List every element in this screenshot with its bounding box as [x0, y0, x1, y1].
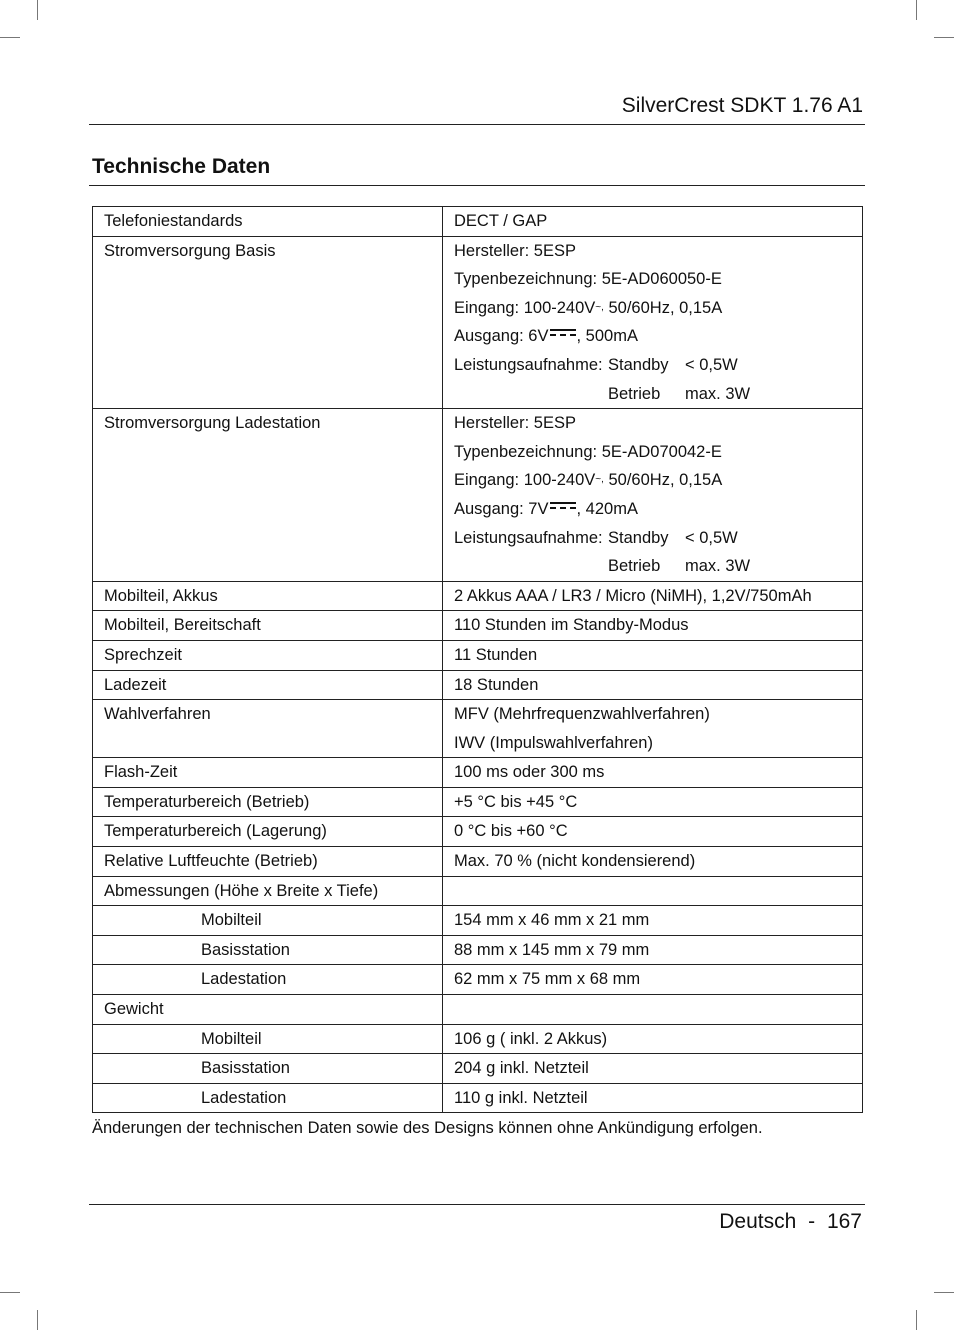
header-title: SilverCrest SDKT 1.76 A1 — [621, 94, 863, 117]
table-row — [93, 847, 863, 877]
spec-label-cell: Ladestation — [93, 965, 443, 995]
footer-rule — [89, 1204, 865, 1205]
spec-value-cell: 204 g inkl. Netzteil — [443, 1054, 863, 1084]
spec-label-cell: Mobilteil — [93, 906, 443, 936]
table-row — [93, 611, 863, 641]
spec-label-cell: Relative Luftfeuchte (Betrieb) — [93, 847, 443, 877]
ac-symbol: ~ — [595, 301, 602, 313]
spec-label-cell: Wahlverfahren — [93, 700, 443, 758]
spec-value-cell: 106 g ( inkl. 2 Akkus) — [443, 1024, 863, 1054]
spec-value-cell: DECT / GAP — [443, 207, 863, 237]
spec-label-cell: Flash-Zeit — [93, 758, 443, 788]
table-row — [93, 1083, 863, 1113]
spec-label-cell: Stromversorgung Basis — [93, 236, 443, 409]
spec-label-cell: Mobilteil — [93, 1024, 443, 1054]
spec-value-cell: 18 Stunden — [443, 670, 863, 700]
power-consumption: Leistungsaufnahme: Standby < 0,5W — [454, 355, 738, 374]
spec-label-cell: Abmessungen (Höhe x Breite x Tiefe) — [93, 876, 443, 906]
spec-label-cell: Temperaturbereich (Lagerung) — [93, 817, 443, 847]
section-rule — [89, 185, 865, 186]
crop-mark — [934, 37, 954, 38]
spec-label-cell: Temperaturbereich (Betrieb) — [93, 787, 443, 817]
spec-value-cell: 154 mm x 46 mm x 21 mm — [443, 906, 863, 936]
crop-mark — [37, 1310, 38, 1330]
spec-label-cell: Mobilteil, Akkus — [93, 581, 443, 611]
spec-value-cell: MFV (Mehrfrequenzwahlverfahren) IWV (Impulswahlverfahren) — [443, 700, 863, 758]
spec-table — [92, 206, 863, 1113]
spec-value-cell: +5 °C bis +45 °C — [443, 787, 863, 817]
table-row — [93, 640, 863, 670]
page-number: 167 — [826, 1210, 862, 1233]
output-spec: Ausgang: 7V , 420mA — [454, 499, 638, 518]
crop-mark — [916, 1310, 917, 1330]
spec-label-cell: Telefoniestandards — [93, 207, 443, 237]
spec-value-cell — [443, 876, 863, 906]
spec-label-cell: Stromversorgung Ladestation — [93, 409, 443, 582]
table-row — [93, 670, 863, 700]
spec-value-cell: 2 Akkus AAA / LR3 / Micro (NiMH), 1,2V/750mAh — [443, 581, 863, 611]
spec-value-cell: 100 ms oder 300 ms — [443, 758, 863, 788]
crop-mark — [0, 37, 20, 38]
spec-label-cell: Basisstation — [93, 935, 443, 965]
page-header — [89, 94, 865, 125]
table-row — [93, 817, 863, 847]
dc-symbol-icon — [550, 502, 576, 512]
table-row — [93, 700, 863, 758]
spec-value-cell: Max. 70 % (nicht kondensierend) — [443, 847, 863, 877]
footnote: Änderungen der technischen Daten sowie des Designs können ohne Ankündigung erfolgen. — [92, 1119, 763, 1137]
footer-language: Deutsch — [719, 1210, 797, 1233]
crop-mark — [0, 1292, 20, 1293]
power-consumption: Leistungsaufnahme: Standby < 0,5W — [454, 528, 738, 547]
table-row — [93, 207, 863, 237]
spec-value-cell: 110 g inkl. Netzteil — [443, 1083, 863, 1113]
spec-label-cell: Sprechzeit — [93, 640, 443, 670]
table-row — [93, 236, 863, 409]
spec-value-cell: Hersteller: 5ESP Typenbezeichnung: 5E-AD070042-E Eingang: 100-240V~, 50/60Hz, 0,15A Ausgang: 7V , 420mA Leistungsaufnahme: Standby < 0,5W Betrieb max. 3W — [443, 409, 863, 582]
table-row — [93, 758, 863, 788]
page-footer — [719, 1210, 862, 1234]
spec-label-cell: Gewicht — [93, 995, 443, 1025]
spec-value-cell: 11 Stunden — [443, 640, 863, 670]
dc-symbol-icon — [550, 329, 576, 339]
spec-label-cell: Mobilteil, Bereitschaft — [93, 611, 443, 641]
section-title: Technische Daten — [92, 155, 271, 178]
spec-label-cell: Ladezeit — [93, 670, 443, 700]
crop-mark — [37, 0, 38, 20]
crop-mark — [934, 1292, 954, 1293]
table-row — [93, 965, 863, 995]
table-row — [93, 876, 863, 906]
table-row — [93, 906, 863, 936]
spec-value-cell: 0 °C bis +60 °C — [443, 817, 863, 847]
spec-label-cell: Ladestation — [93, 1083, 443, 1113]
table-row — [93, 787, 863, 817]
table-row — [93, 995, 863, 1025]
ac-symbol: ~ — [595, 474, 602, 486]
spec-value-cell — [443, 995, 863, 1025]
spec-value-cell: Hersteller: 5ESP Typenbezeichnung: 5E-AD060050-E Eingang: 100-240V~, 50/60Hz, 0,15A Ausgang: 6V , 500mA Leistungsaufnahme: Standby < 0,5W Betrieb max. 3W — [443, 236, 863, 409]
output-spec: Ausgang: 6V , 500mA — [454, 327, 638, 346]
table-row — [93, 935, 863, 965]
table-row — [93, 409, 863, 582]
table-row — [93, 581, 863, 611]
spec-value-cell: 88 mm x 145 mm x 79 mm — [443, 935, 863, 965]
input-spec: Eingang: 100-240V~, 50/60Hz, 0,15A — [454, 298, 723, 317]
table-row — [93, 1054, 863, 1084]
spec-value-cell: 62 mm x 75 mm x 68 mm — [443, 965, 863, 995]
footer-separator: - — [808, 1210, 816, 1233]
spec-value-cell: 110 Stunden im Standby-Modus — [443, 611, 863, 641]
crop-mark — [916, 0, 917, 20]
table-row — [93, 1024, 863, 1054]
input-spec: Eingang: 100-240V~, 50/60Hz, 0,15A — [454, 471, 723, 490]
spec-label-cell: Basisstation — [93, 1054, 443, 1084]
